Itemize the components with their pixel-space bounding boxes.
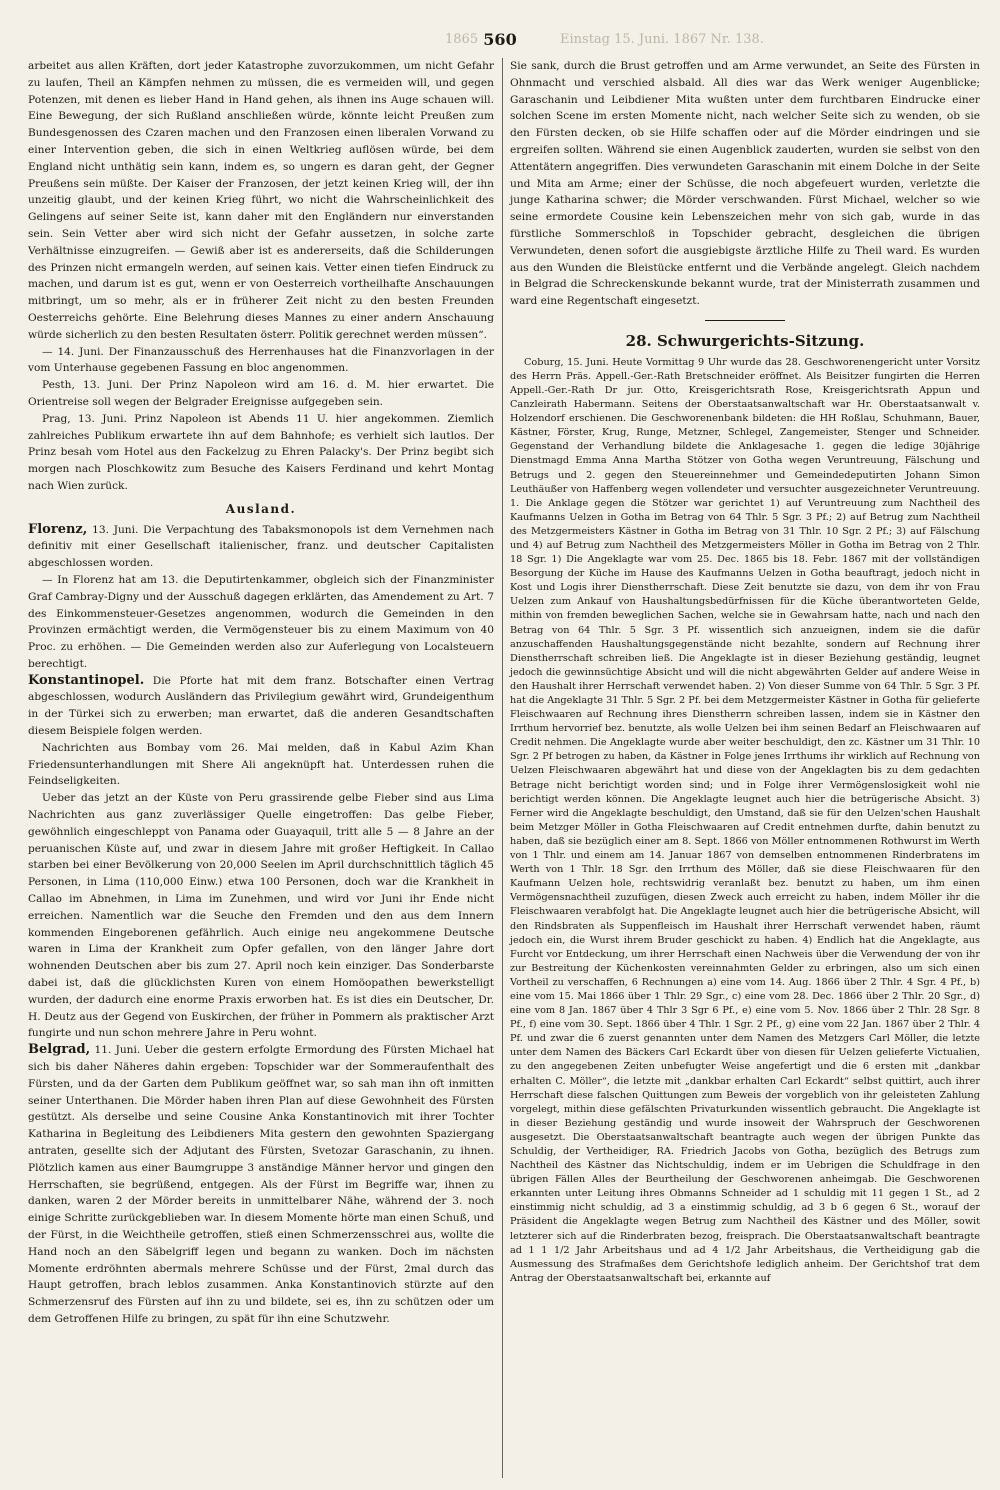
article-paragraph: — In Florenz hat am 13. die Deputirtenkammer, obgleich sich der Finanzminister Graf Cambray-Digny und der Ausschuß dagegen erklärten, das Amendement zu Art. 7 des Einkommensteuer-Gesetzes angenommen, wodurch die Gemeinden in den Provinzen ermächtigt werden, die Vermögensteuer bis zu einem Maximum von 40 Proc. zu erhöhen. — Die Gemeinden werden also zur Auferlegung von Localsteuern berechtigt. — [28, 573, 494, 670]
column-divider — [502, 58, 503, 1478]
article-paragraph — [28, 1042, 494, 1328]
article-paragraph: — 14. Juni. Der Finanzausschuß des Herrenhauses hat die Finanzvorlagen in der vom Unterhause gegebenen Fassung en bloc angenommen. — [28, 345, 494, 375]
section-heading-schwurgericht: 28. Schwurgerichts-Sitzung. — [625, 331, 865, 350]
article-paragraph: Ueber das jetzt an der Küste von Peru grassirende gelbe Fieber sind aus Lima Nachrichten aus ganz zuverlässiger Quelle eingetroffen: Das gelbe Fieber, gewöhnlich eingeschleppt von Panama oder Guayaquil, tritt alle 5 — 8 Jahre an der peruanischen Küste auf, und zwar in diesem Jahre mit großer Heftigkeit. In Callao starben bei einer Bevölkerung von 20,000 Seelen im April durchschnittlich täglich 45 Personen, in Lima (110,000 Einw.) etwa 100 Personen, doch war die Krankheit in Callao im Abnehmen, in Lima im Zunehmen, und wird vor Juni ihr Ende nicht erreichen. Namentlich war die Seuche den Fremden und den aus dem Innern kommenden Eingeborenen gefährlich. Auch einige neu angekommene Deutsche waren in Lima der Krankheit zum Opfer gefallen, von den länger Jahre dort wohnenden Deutschen aber bis zum 27. April noch kein einziger. Das Sonderbarste dabei ist, daß die glücklichsten Kuren von einem Homöopathen bewerkstelligt wurden, der dadurch eine enorme Praxis erworben hat. Es ist dies ein Deutscher, Dr. H. Deutz aus der Gegend von Euskirchen, der früher in Pommern als praktischer Arzt fungirte und nun schon mehrere Jahre in Peru wohnt. — [28, 792, 494, 1040]
article-paragraph — [28, 673, 494, 740]
article-paragraph: arbeitet aus allen Kräften, dort jeder Katastrophe zuvorzukommen, um nicht Gefahr zu laufen, Theil an Kämpfen nehmen zu müssen, die es vermeiden will, und gegen Potenzen, mit denen es lieber Hand in Hand gehen, als ihnen ins Auge schauen will. Eine Bewegung, der sich Rußland anschließen würde, könnte leicht Preußen zum Bundesgenossen des Czaren machen und den Franzosen einen liberalen Vorwand zu einer Intervention geben, die sich in einen Weltkrieg auflösen würde, bei dem England nicht unthätig sein kann, indem es, so ungern es daran geht, der Gegner Preußens sein müßte. Der Kaiser der Franzosen, der jetzt keinen Krieg will, der ihn unzeitig glaubt, und der keinen Krieg führt, wo nicht die Wahrscheinlichkeit des Gelingens auf seiner Seite ist, kann daher mit den Engländern nur einverstanden sein. Sein Vetter aber wird sich nicht der Gefahr aussetzen, in solche zarte Verhältnisse einzugreifen. — Gewiß aber ist es andererseits, daß die Schilderungen des Prinzen nicht ermangeln werden, auf seinen kais. Vetter einen tiefen Eindruck zu machen, und darum ist es gut, wenn er von Oesterreich vortheilhafte Anschauungen mitbringt, um so mehr, als er in früherer Zeit nicht zu den besten Freunden Oesterreichs gehörte. Eine Belehrung dieses Mannes zu einer andern Anschauung würde sicherlich zu den besten Resultaten österr. Politik gerechnet werden müssen“. — [28, 60, 494, 341]
right-column — [510, 58, 980, 1286]
article-paragraph: Prag, 13. Juni. Prinz Napoleon ist Abends 11 U. hier angekommen. Ziemlich zahlreiches Publikum erwartete ihn auf dem Bahnhofe; es verhielt sich lautlos. Der Prinz besah vom Hotel aus den Fackelzug zu Ehren Palacky's. Der Prinz begibt sich morgen nach Ploschkowitz zum Besuche des Kaisers Ferdinand und kehrt Montag nach Wien zurück. — [28, 412, 494, 492]
article-paragraph — [28, 522, 494, 572]
left-column — [28, 58, 494, 1328]
dateline-text: 11. Juni. Ueber die gestern erfolgte Ermordung des Fürsten Michael hat sich bis daher Näheres dahin ergeben: Topschider war der Sommeraufenthalt des Fürsten, und da der Garten dem Publikum geöffnet war, so sah man ihn oft inmitten seiner Unterthanen. Die Mörder haben ihren Plan auf diese Gewohnheit des Fürsten gestützt. Als derselbe und seine Cousine Anka Konstantinovich mit ihrer Tochter Katharina in Begleitung des Leibdieners Mita gestern den gewohnten Spaziergang antraten, gesellte sich der Adjutant des Fürsten, Svetozar Garaschanin, zu ihnen. Plötzlich kamen aus einer Baumgruppe 3 anständige Männer hervor und gingen den Herrschaften, sie begrüßend, entgegen. Als der Fürst im Begriffe war, ihnen zu danken, waren 2 der Mörder bereits in unmittelbarer Nähe, während der 3. noch einige Schritte zurückgeblieben war. In diesem Momente hörte man einen Schuß, und der Fürst, in die Weichtheile getroffen, stieß einen Schmerzensschrei aus, wollte die Hand noch an den Säbelgriff legen und begann zu wanken. Doch im nächsten Momente erdröhnten abermals mehrere Schüsse und der Fürst, 2mal durch das Haupt getroffen, brach leblos zusammen. Anka Konstantinovich stürzte auf den Schmerzensruf des Fürsten auf ihn zu und bildete, sei es, ihn zu schützen oder um dem Getroffenen Hilfe zu bringen, zu spät für ihn eine Schutzwehr. — [28, 1044, 494, 1325]
section-heading-ausland: Ausland. — [225, 501, 297, 516]
faint-header-left: 1865 — [445, 32, 479, 47]
dateline-place: Florenz, — [28, 521, 88, 537]
article-paragraph: Pesth, 13. Juni. Der Prinz Napoleon wird am 16. d. M. hier erwartet. Die Orientreise soll wegen der Belgrader Ereignisse aufgegeben sein. — [28, 379, 494, 408]
faint-header-right: Einstag 15. Juni. 1867 Nr. 138. — [560, 32, 764, 47]
dateline-text: 13. Juni. Die Verpachtung des Tabaksmonopols ist dem Vernehmen nach definitiv mit einer Gesellschaft italienischer, franz. und deutscher Capitalisten abgeschlossen worden. — [28, 523, 494, 570]
page-number: 560 — [483, 30, 517, 49]
dateline-place: Konstantinopel. — [28, 672, 145, 688]
article-paragraph: Nachrichten aus Bombay vom 26. Mai melden, daß in Kabul Azim Khan Friedensunterhandlungen mit Shere Ali angeknüpft hat. Unterdessen ruhen die Feindseligkeiten. — [28, 741, 494, 788]
dateline-text: Die Pforte hat mit dem franz. Botschafter einen Vertrag abgeschlossen, wodurch Ausländern das Privilegium gewährt wird, Grundeigenthum in der Türkei sich zu erwerben; man erwartet, daß die anderen Gesandtschaften diesem Beispiele folgen werden. — [28, 674, 494, 738]
separator-rule — [705, 320, 785, 321]
article-paragraph: Sie sank, durch die Brust getroffen und am Arme verwundet, an Seite des Fürsten in Ohnmacht und verschied alsbald. All dies war das Werk weniger Augenblicke; Garaschanin und Leibdiener Mita wußten unter dem furchtbaren Eindrucke einer solchen Scene im ersten Momente nicht, nach welcher Seite sich zu wenden, ob sie den Fürsten decken, ob sie Hilfe schaffen oder auf die Mörder eindringen und sie ergreifen sollten. Während sie einen Augenblick zauderten, wurden sie selbst von den Attentätern angegriffen. Dies verwundeten Garaschanin mit einem Dolche in der Seite und Mita am Arme; einer der Schüsse, die noch abgefeuert wurden, verletzte die junge Katharina schwer; die Mörder verschwanden. Fürst Michael, welcher so wie seine ermordete Cousine kein Lebenszeichen mehr von sich gab, wurde in das fürstliche Sommerschloß in Topschider gebracht, desgleichen die übrigen Verwundeten, denen sofort die ausgiebigste ärztliche Hilfe zu Theil ward. Es wurden aus den Wunden die Bleistücke entfernt und die Verbände angelegt. Gleich nachdem in Belgrad die Schreckenskunde bekannt wurde, trat der Ministerrath zusammen und ward eine Regentschaft eingesetzt. — [510, 60, 980, 308]
dateline-place: Belgrad, — [28, 1042, 91, 1058]
article-paragraph: Coburg, 15. Juni. Heute Vormittag 9 Uhr wurde das 28. Geschworenengericht unter Vorsitz des Herrn Präs. Appell.-Ger.-Rath Bretschneider eröffnet. Als Beisitzer fungirten die Herren Appell.-Ger.-Rath Dr jur. Otto, Kreisgerichtsrath Rose, Kreisgerichtsrath Appun und Canzleirath Habermann. Seitens der Oberstaatsanwaltschaft war Hr. Oberstaatsanwalt v. Holzendorf erschienen. Die Geschworenenbank bildeten: die HH Roßlau, Schuhmann, Bauer, Kästner, Förster, Krug, Runge, Metzner, Schlegel, Zangemeister, Stenger und Schneider. Gegenstand der Verhandlung bildete die Anklagesache 1. gegen die ledige 30jährige Dienstmagd Emma Anna Martha Stötzer von Gotha wegen Veruntreuung, Fälschung und Betrugs und 2. gegen den Steuereinnehmer und Gemeindedeputirten Johann Simon Leuthäußer von Haffenberg wegen vollendeter und versuchter ausgezeichneter Veruntreuung. 1. Die Anklage gegen die Stötzer war gerichtet 1) auf Veruntreuung zum Nachtheil des Kaufmanns Uelzen in Gotha im Betrag von 64 Thlr. 5 Sgr. 3 Pf.; 2) auf Betrug zum Nachtheil des Metzgermeisters Kästner in Gotha im Betrag von 31 Thlr. 10 Sgr. 2 Pf.; 3) auf Fälschung und 4) auf Betrug zum Nachtheil des Metzgermeisters Möller in Gotha im Betrag von 2 Thlr. 18 Sgr. 1) Die Angeklagte war vom 25. Dec. 1865 bis 18. Febr. 1867 mit der vollständigen Besorgung der Küche im Hause des Kaufmanns Uelzen in Gotha beauftragt, jedoch nicht in Kost und Logis ihrer Dienstherrschaft. Diese Zeit benutzte sie dazu, von dem ihr von Frau Uelzen zum Ankauf von Haushaltungsbedürfnissen für die Küche überantworteten Gelde, mithin von fremden beweglichen Sachen, welche sie in Gewahrsam hatte, nach und nach den Betrag von 64 Thlr. 5 Sgr. 3 Pf. wissentlich sich anzueignen, indem sie die dafür anzuschaffenden Haushaltungsgegenstände nicht bezahlte, sondern auf Rechnung ihrer Dienstherrschaft schreiben ließ. Die Angeklagte ist in dieser Beziehung geständig, leugnet jedoch die gewinnsüchtige Absicht und will die nicht abgewährten Gelder auf andere Weise in den Haushalt ihrer Herrschaft verwendet haben. 2) Von dieser Summe von 64 Thlr. 5 Sgr. 3 Pf. hat die Angeklagte 31 Thlr. 5 Sgr. 2 Pf. bei dem Metzgermeister Kästner in Gotha für gelieferte Fleischwaaren auf Rechnung ihres Dienstherrn schreiben lassen, indem sie in Kästner den Irrthum hervorrief bez. benutzte, als wolle Uelzen bei ihm seinen Bedarf an Fleischwaaren auf Credit nehmen. Die Angeklagte wurde aber weiter beschuldigt, den zc. Kästner um 31 Thlr. 10 Sgr. 2 Pf betrogen zu haben, da Kästner in Folge jenes Irrthums ihr wirklich auf Rechnung von Uelzen Fleischwaaren abgewährt hat und diese von der Angeklagten bis zu dem gedachten Betrage nicht berichtigt worden sind; und in Folge ihrer Vermögenslosigkeit wohl nie berichtigt werden können. Die Angeklagte leugnet auch hier die betrügerische Absicht. 3) Ferner wird die Angeklagte beschuldigt, den Umstand, daß sie für den Uelzen'schen Haushalt beim Metzger Möller in Gotha Fleischwaaren auf Credit entnehmen durfte, dahin benutzt zu haben, daß sie bezüglich einer am 8. Sept. 1866 von Möller entnommenen Rothwurst im Werth von 1 Thlr. und einem am 14. Januar 1867 von demselben entnommenen Rinderbratens im Werth von 1 Thlr. 18 Sgr. den Irrthum des Möller, daß sie diese Fleischwaaren für den Kaufmann Uelzen hole, rechtswidrig veranlaßt bez. benutzt zu haben, um ihm einen Vermögensnachtheil zuzufügen, diesen Zweck auch erreicht zu haben, indem Möller ihr die Fleischwaaren verabfolgt hat. Die Angeklagte leugnet auch hier die betrügerische Absicht, will den Rindsbraten als Suppenfleisch im Haushalt ihrer Herrschaft verwendet haben, räumt jedoch ein, die Wurst ihrem Bruder geschickt zu haben. 4) Endlich hat die Angeklagte, aus Furcht vor Entdeckung, um ihrer Herrschaft einen Nachweis über die Verwendung der von ihr zur Bestreitung der Küchenkosten vereinnahmten Gelder zu erbringen, also um sich einen Vortheil zu verschaffen, 6 Rechnungen a) eine vom 14. Aug. 1866 über 2 Thlr. 4 Sgr. 4 Pf., b) eine vom 15. Mai 1866 über 1 Thlr. 29 Sgr., c) eine vom 28. Dec. 1866 über 2 Thlr. 20 Sgr., d) eine vom 8 Jan. 1867 über 4 Thlr 3 Sgr 6 Pf., e) eine vom 5. Nov. 1866 über 2 Thlr. 28 Sgr. 8 Pf., f) eine vom 30. Sept. 1866 über 4 Thlr. 1 Sgr. 2 Pf., g) eine vom 22 Jan. 1867 über 2 Thlr. 4 Pf. und zwar die 6 zuerst genannten unter dem Namen des Metzgers Carl Möller, die letzte unter dem Namen des Bäckers Carl Eckardt über von diesen für Uelzen gelieferte Victualien, zu den angegebenen Zeiten unbefugter Weise angefertigt und die 6 ersten mit „dankbar erhalten C. Möller“, die letzte mit „dankbar erhalten Carl Eckardt“ selbst quittirt, auch ihrer Herrschaft diese falschen Quittungen zum Beweis der vorgeblich von ihr geleisteten Zahlung vorgelegt, mithin diese gefälschten Privaturkunden wissentlich gebraucht. Die Angeklagte ist in dieser Beziehung geständig und wurde insoweit der Wahrspruch der Geschworenen ausgesetzt. Die Oberstaatsanwaltschaft beantragte auch wegen der übrigen Punkte das Schuldig, der Vertheidiger, RA. Friedrich Jacobs von Gotha, bezüglich des Betrugs zum Nachtheil des Kästner das Nichtschuldig, indem er im Uebrigen die Schuldfrage in den übrigen Fällen Alles der Beurtheilung der Geschworenen anheimgab. Die Geschworenen erkannten unter Leitung ihres Obmanns Schneider ad 1 schuldig mit 11 gegen 1 St., ad 2 einstimmig nicht schuldig, ad 3 a einstimmig schuldig, ad 3 b 6 gegen 6 St., worauf der Präsident die Angeklagte wegen Betrug zum Nachtheil des Kästner und des Möller, sowit letzterer sich auf die Rinderbraten bezog, freisprach. Die Oberstaatsanwaltschaft beantragte ad 1 1 1/2 Jahr Arbeitshaus und ad 4 1/2 Jahr Arbeitshaus, die Vertheidigung gab die Ausmessung des Strafmaßes dem Gerichtshofe lediglich anheim. Der Gerichtshof trat dem Antrag der Oberstaatsanwaltschaft bei, erkannte auf — [510, 356, 980, 1284]
